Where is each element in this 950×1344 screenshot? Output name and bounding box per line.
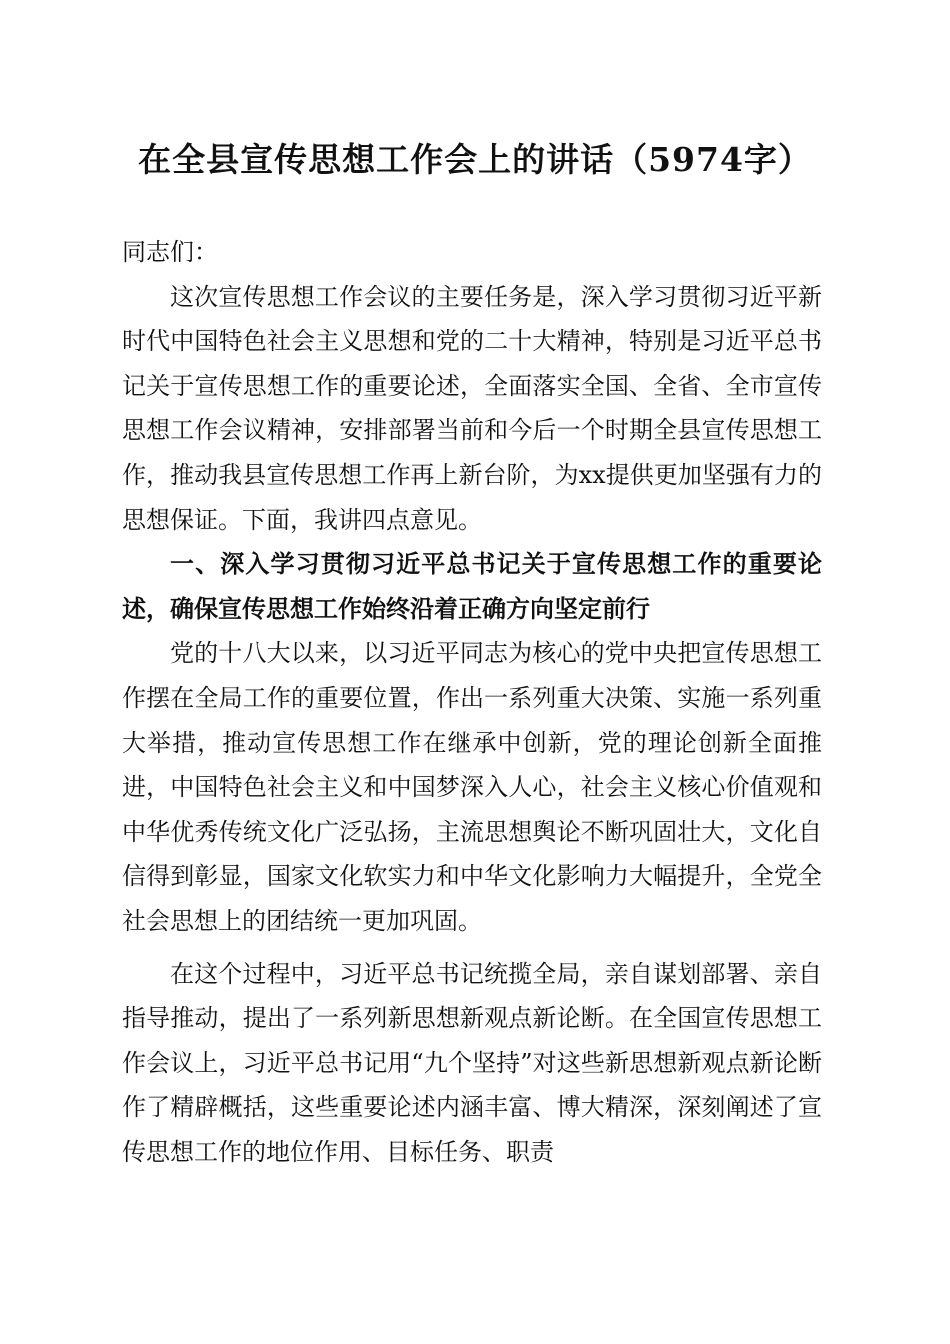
section-heading-1: 一、深入学习贯彻习近平总书记关于宣传思想工作的重要论述，确保宣传思想工作始终沿着正确方向坚定前行 <box>122 550 822 623</box>
salutation: 同志们： <box>122 238 218 266</box>
document-body <box>122 230 822 1174</box>
paragraph-section-1-a: 党的十八大以来，以习近平同志为核心的党中央把宣传思想工作摆在全局工作的重要位置，作出一系列重大决策、实施一系列重大举措，推动宣传思想工作在继承中创新，党的理论创新全面推进，中国特色社会主义和中国梦深入人心，社会主义核心价值观和中华优秀传统文化广泛弘扬，主流思想舆论不断巩固壮大，文化自信得到彰显，国家文化软实力和中华文化影响力大幅提升，全党全社会思想上的团结统一更加巩固。 <box>122 639 822 935</box>
paragraph-section-1-b: 在这个过程中，习近平总书记统揽全局，亲自谋划部署、亲自指导推动，提出了一系列新思想新观点新论断。在全国宣传思想工作会议上，习近平总书记用“九个坚持”对这些新思想新观点新论断作了精辟概括，这些重要论述内涵丰富、博大精深，深刻阐述了宣传思想工作的地位作用、目标任务、职责 <box>122 959 822 1166</box>
document-title: 在全县宣传思想工作会上的讲话（5974字） <box>138 140 812 179</box>
paragraph-intro: 这次宣传思想工作会议的主要任务是，深入学习贯彻习近平新时代中国特色社会主义思想和党的二十大精神，特别是习近平总书记关于宣传思想工作的重要论述，全面落实全国、全省、全市宣传思想工作会议精神，安排部署当前和今后一个时期全县宣传思想工作，推动我县宣传思想工作再上新台阶，为xx提供更加坚强有力的思想保证。下面，我讲四点意见。 <box>122 282 822 534</box>
